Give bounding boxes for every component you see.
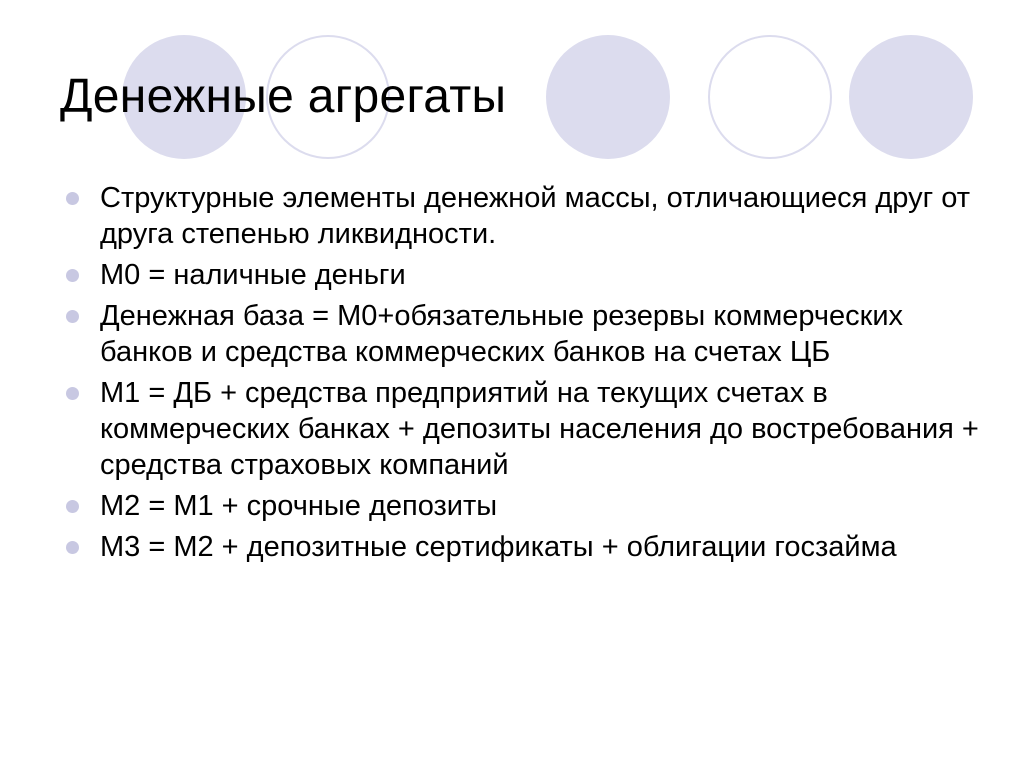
decorative-circle-filled (546, 35, 670, 159)
bullet-list (62, 180, 982, 570)
bullet-item (62, 180, 982, 252)
bullet-dot-icon (66, 387, 79, 400)
bullet-dot-icon (66, 310, 79, 323)
bullet-dot-icon (66, 269, 79, 282)
bullet-item (62, 298, 982, 370)
bullet-item (62, 257, 982, 293)
bullet-text: М2 = М1 + срочные депозиты (100, 490, 498, 522)
bullet-text: М3 = М2 + депозитные сертификаты + облигации госзайма (100, 531, 897, 563)
bullet-text: М0 = наличные деньги (100, 259, 406, 291)
bullet-item (62, 488, 982, 524)
bullet-item (62, 375, 982, 483)
bullet-text: Структурные элементы денежной массы, отличающиеся друг от друга степенью ликвидности. (100, 182, 970, 250)
bullet-dot-icon (66, 192, 79, 205)
slide-title: Денежные агрегаты (60, 70, 507, 123)
bullet-item (62, 529, 982, 565)
bullet-text: М1 = ДБ + средства предприятий на текущих счетах в коммерческих банках + депозиты населения до востребования + средства страховых компаний (100, 377, 979, 481)
bullet-dot-icon (66, 500, 79, 513)
bullet-dot-icon (66, 541, 79, 554)
decorative-circle-filled (849, 35, 973, 159)
bullet-text: Денежная база = М0+обязательные резервы коммерческих банков и средства коммерческих банков на счетах ЦБ (100, 300, 904, 368)
decorative-circle-outline (708, 35, 832, 159)
